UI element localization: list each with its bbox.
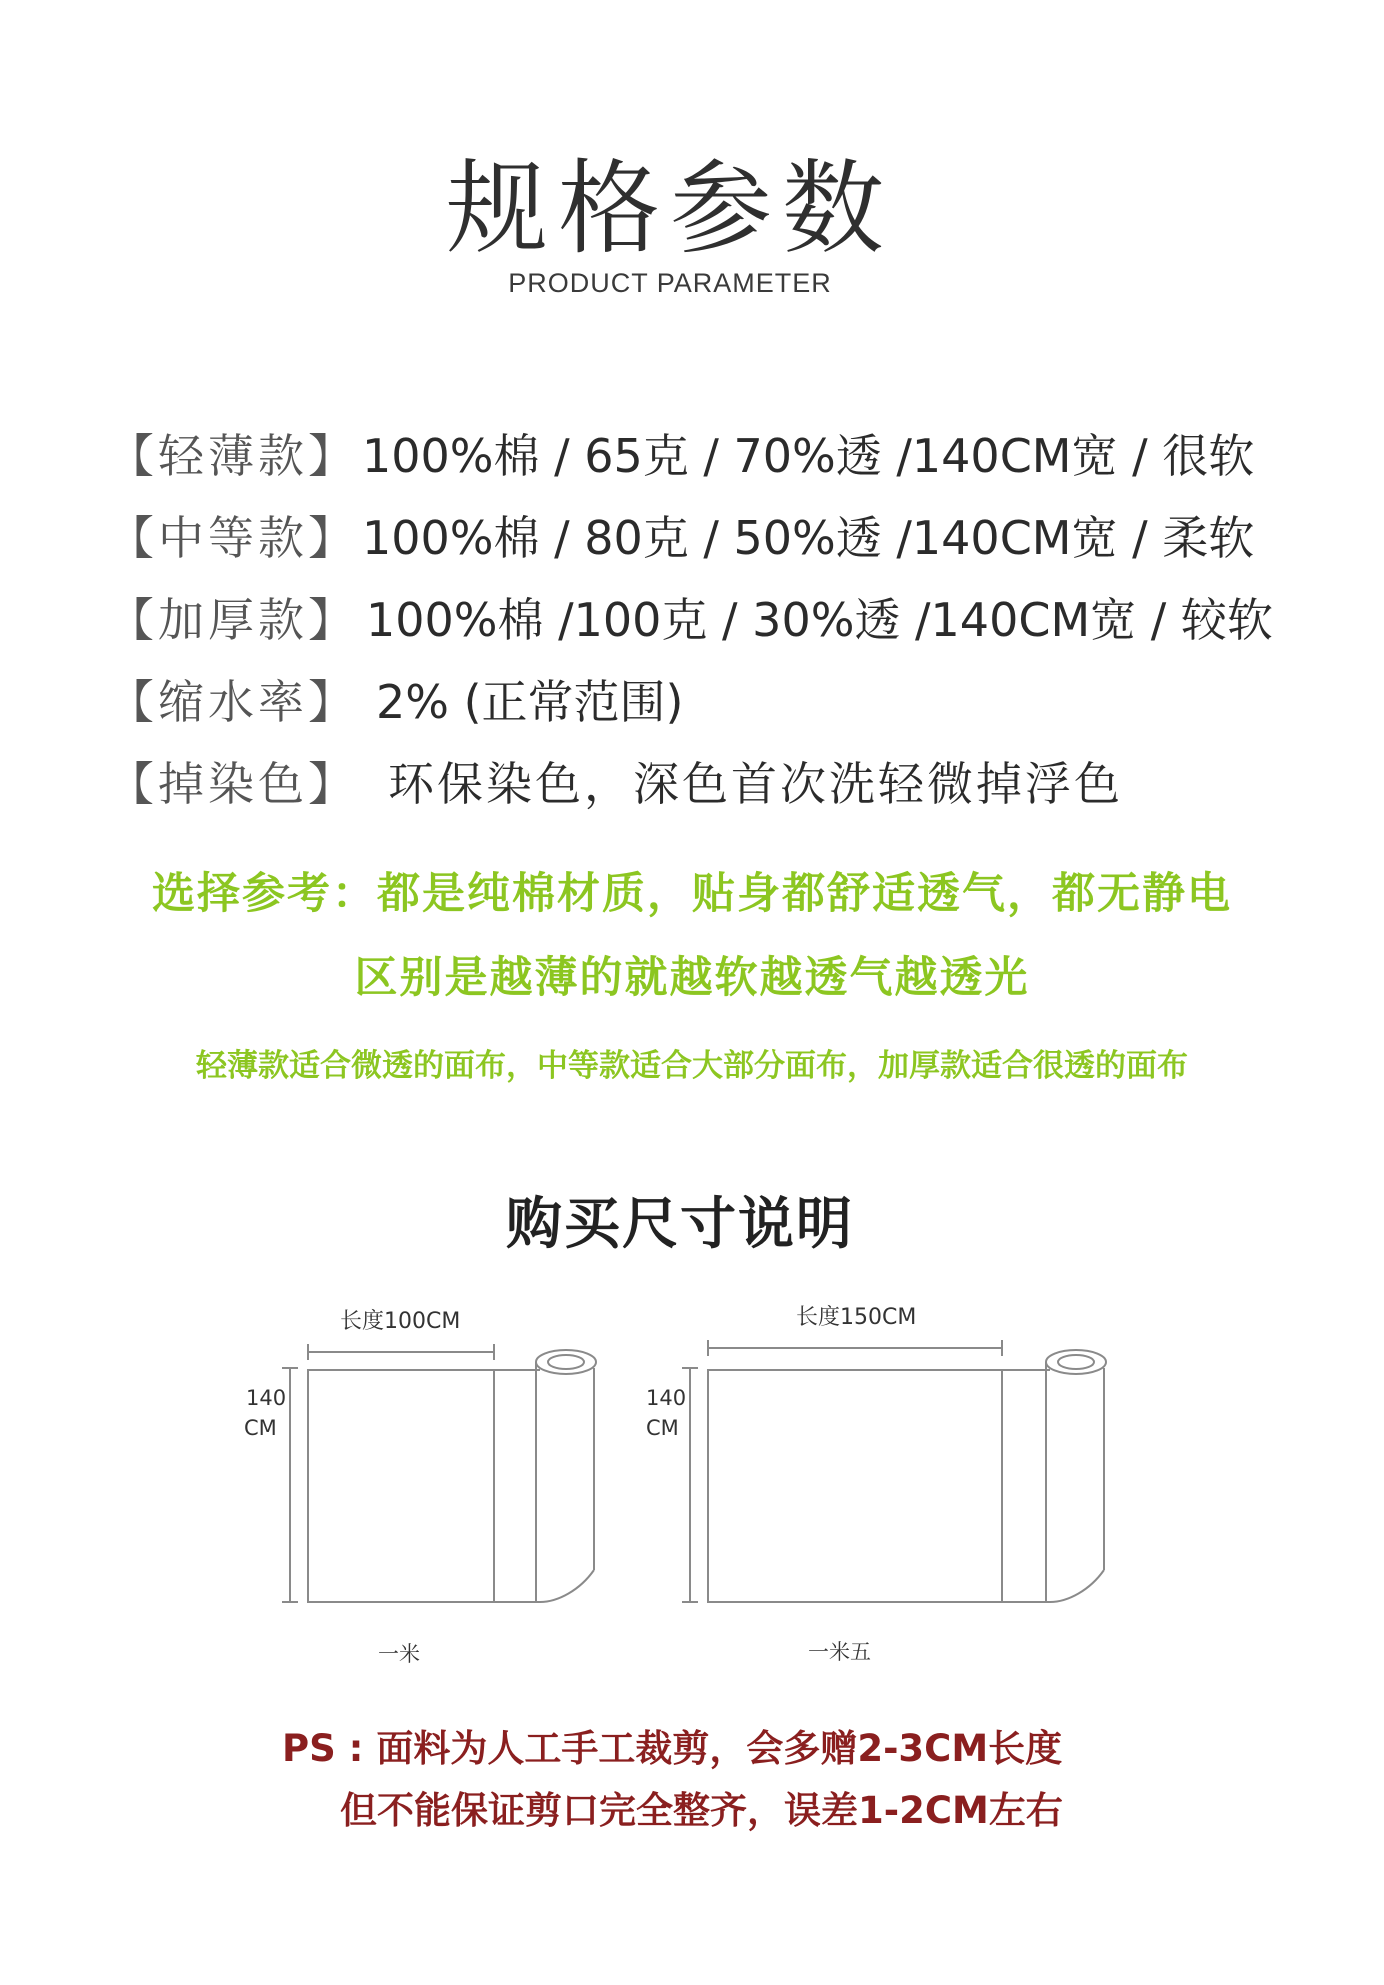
width-label: 140 <box>646 1386 687 1410</box>
fabric-roll-diagram-150cm <box>640 1290 1120 1670</box>
bottom-label: 一米 <box>378 1642 420 1666</box>
spec-row-shrinkage <box>0 666 1384 736</box>
spec-row-medium <box>0 502 1384 572</box>
spec-label: 【掉染色】 <box>108 757 358 811</box>
spec-value: 100%棉 / 80克 / 50%透 /140CM宽 / 柔软 <box>362 511 1255 565</box>
spec-row-light <box>0 420 1384 490</box>
width-label: 140 <box>246 1386 287 1410</box>
page-title: 规格参数 <box>446 150 894 269</box>
spec-label: 【轻薄款】 <box>108 429 358 483</box>
fabric-roll-diagram-100cm <box>240 1290 620 1670</box>
spec-label: 【加厚款】 <box>108 593 358 647</box>
guide-line-3: 轻薄款适合微透的面布，中等款适合大部分面布，加厚款适合很透的面布 <box>196 1048 1188 1084</box>
guide-line-1: 选择参考：都是纯棉材质，贴身都舒适透气，都无静电 <box>152 869 1232 919</box>
length-label: 长度100CM <box>340 1309 461 1334</box>
size-section-heading: 购买尺寸说明 <box>506 1192 854 1257</box>
spec-value: 2% (正常范围) <box>376 675 684 729</box>
spec-value: 100%棉 / 65克 / 70%透 /140CM宽 / 很软 <box>362 429 1255 483</box>
note-line-2: 但不能保证剪口完全整齐，误差1-2CM左右 <box>340 1789 1063 1832</box>
bottom-label: 一米五 <box>808 1640 871 1664</box>
spec-row-thick <box>0 584 1384 654</box>
fabric-roll-icon <box>640 1290 1120 1630</box>
spec-row-dye <box>0 748 1384 818</box>
fabric-roll-icon <box>240 1290 620 1630</box>
spec-label: 【中等款】 <box>108 511 358 565</box>
width-unit-label: CM <box>244 1416 277 1440</box>
spec-value: 100%棉 /100克 / 30%透 /140CM宽 / 较软 <box>366 593 1273 647</box>
length-label: 长度150CM <box>796 1305 917 1330</box>
spec-label: 【缩水率】 <box>108 675 358 729</box>
guide-line-2: 区别是越薄的就越软越透气越透光 <box>354 953 1030 1003</box>
spec-value: 环保染色，深色首次洗轻微掉浮色 <box>388 757 1123 811</box>
width-unit-label: CM <box>646 1416 679 1440</box>
note-line-1: PS : 面料为人工手工裁剪，会多赠2-3CM长度 <box>282 1727 1063 1770</box>
page-subtitle: PRODUCT PARAMETER <box>508 268 832 298</box>
